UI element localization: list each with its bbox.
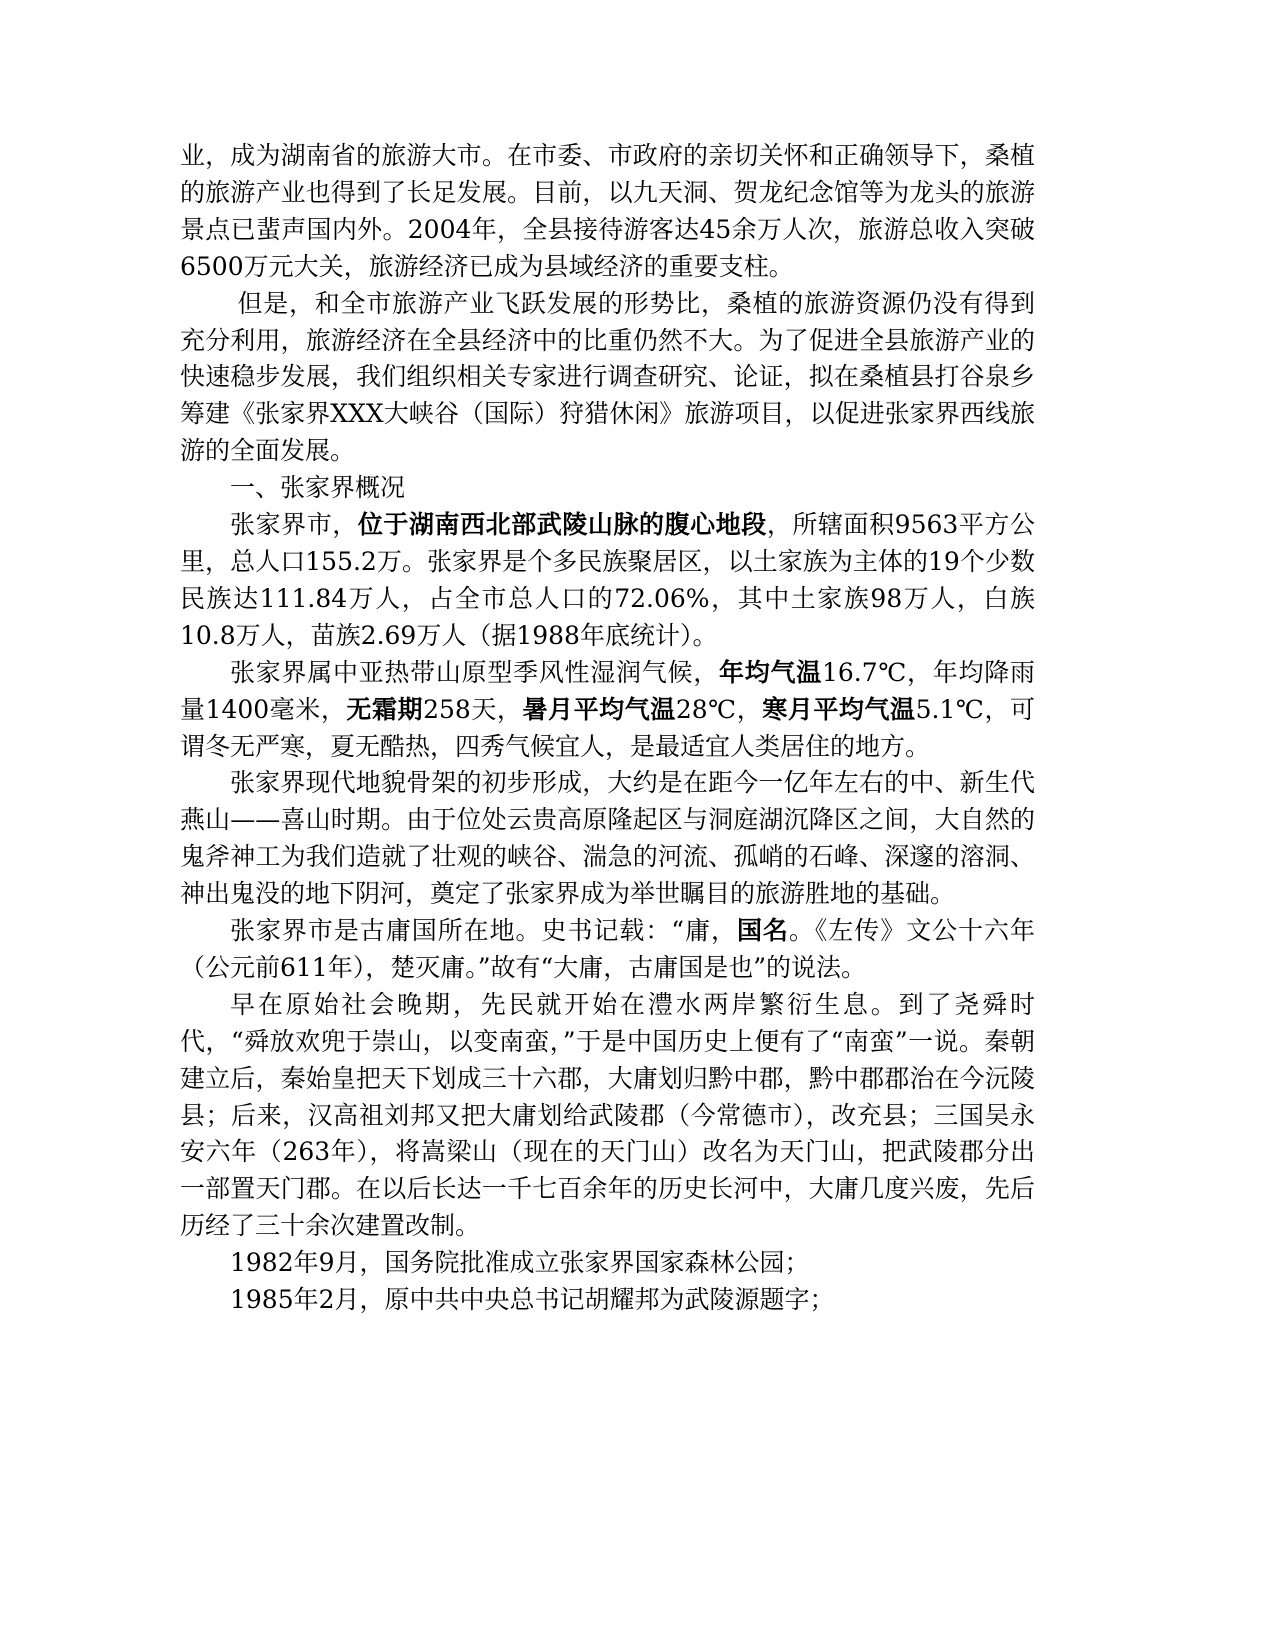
text-run: 16.7℃，年均降雨量1400毫米， (180, 657, 1035, 724)
bold-text-run: 暑月平均气温 (522, 694, 676, 724)
paragraph-project-proposal: 但是，和全市旅游产业飞跃发展的形势比，桑植的旅游资源仍没有得到充分利用，旅游经济在全县经济中的比重仍然不大。为了促进全县旅游产业的快速稳步发展，我们组织相关专家进行调查研究、论证，拟在桑植县打谷泉乡筹建《张家界XXX大峡谷（国际）狩猎休闲》旅游项目，以促进张家界西线旅游的全面发展。 (180, 288, 1035, 466)
text-run: 258天， (423, 694, 523, 724)
text-run: 28℃， (675, 694, 763, 724)
paragraph-landform: 张家界现代地貌骨架的初步形成，大约是在距今一亿年左右的中、新生代燕山——喜山时期。由于位处云贵高原隆起区与洞庭湖沉降区之间，大自然的鬼斧神工为我们造就了壮观的峡谷、湍急的河流、孤峭的石峰、深邃的溶洞、神出鬼没的地下阴河，奠定了张家界成为举世瞩目的旅游胜地的基础。 (180, 768, 1035, 909)
paragraph-1985: 1985年2月，原中共中央总书记胡耀邦为武陵源题字； (230, 1285, 835, 1315)
paragraph-history-dynasties: 早在原始社会晚期，先民就开始在澧水两岸繁衍生息。到了尧舜时代，“舜放欢兜于崇山，以变南蛮，”于是中国历史上便有了“南蛮”一说。秦朝建立后，秦始皇把天下划成三十六郡，大庸划归黔中郡，黔中郡郡治在今沅陵县；后来，汉高祖刘邦又把大庸划给武陵郡（今常德市），改充县；三国吴永安六年（263年），将嵩梁山（现在的天门山）改名为天门山，把武陵郡分出一部置天门郡。在以后长达一千七百余年的历史长河中，大庸几度兴废，先后历经了三十余次建置改制。 (180, 989, 1035, 1241)
text-run: 张家界市是古庸国所在地。史书记载：“庸， (230, 916, 737, 946)
text-run: ，所辖面积9563平方公里，总人口155.2万。张家界是个多民族聚居区，以土家族为主体的19个少数民族达111.84万人，占全市总人口的72.06%，其中土家族98万人，白族10.8万人，苗族2.69万人（据1988年底统计）。 (180, 510, 1035, 650)
paragraph-overview (180, 507, 1035, 655)
section-heading: 一、张家界概况 (230, 473, 406, 503)
bold-text-run: 寒月平均气温 (762, 694, 916, 724)
paragraph-history-yong (180, 913, 1035, 987)
bold-text-run: 位于湖南西北部武陵山脉的腹心地段 (357, 510, 767, 540)
bold-text-run: 年均气温 (718, 657, 822, 687)
bold-text-run: 无霜期 (346, 694, 424, 724)
paragraph-tourism-intro: 业，成为湖南省的旅游大市。在市委、市政府的亲切关怀和正确领导下，桑植的旅游产业也得到了长足发展。目前，以九天洞、贺龙纪念馆等为龙头的旅游景点已蜚声国内外。2004年，全县接待游客达45余万人次，旅游总收入突破6500万元大关，旅游经济已成为县域经济的重要支柱。 (180, 141, 1035, 281)
bold-text-run: 国名 (736, 916, 789, 946)
text-run: 。《左传》文公十六年（公元前611年），楚灭庸。”故有“大庸，古庸国是也”的说法。 (180, 916, 1035, 982)
paragraph-climate (180, 655, 1035, 766)
paragraph-1982: 1982年9月，国务院批准成立张家界国家森林公园； (230, 1248, 810, 1278)
text-run: 张家界属中亚热带山原型季风性湿润气候， (230, 657, 719, 687)
text-run: 张家界市， (230, 510, 358, 540)
text-run: 5.1℃，可谓冬无严寒，夏无酷热，四秀气候宜人，是最适宜人类居住的地方。 (180, 694, 1035, 761)
